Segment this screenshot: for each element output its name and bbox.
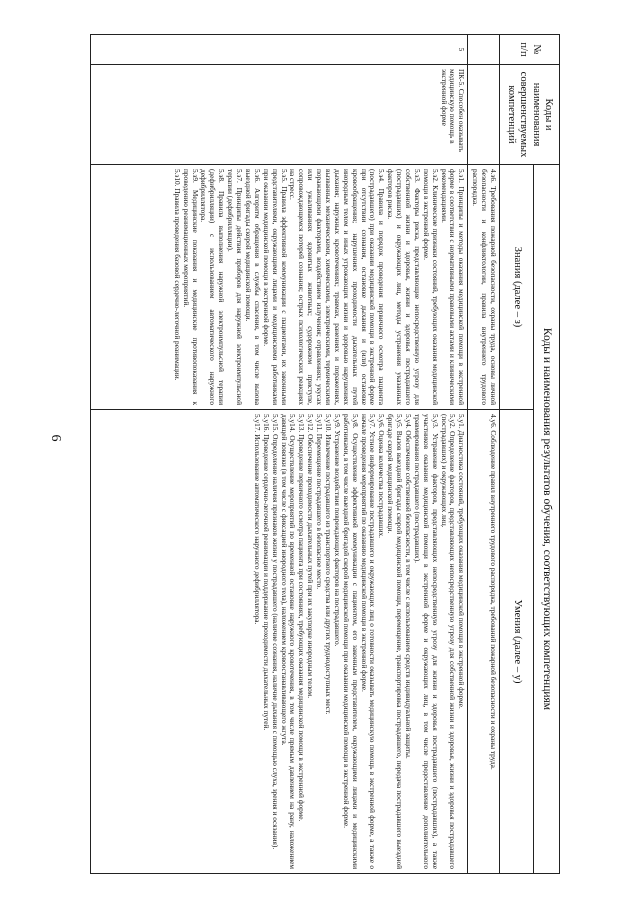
skills-cell: [91, 410, 468, 874]
skill-item: 5.у8. Осуществление эффективной коммуникации с пациентом, его законным представителем, окружающими лицами и медицинскими работниками, в том числе выездной бригадой скорой медицинской помощи при оказании медицинской помощи в экстренной форме.: [341, 414, 360, 869]
competence-name: ПК-5. Способен оказывать медицинскую помощь в экстренной форме: [91, 65, 468, 165]
knowledge-item: 5.з1. Принципы и методы оказания медицинской помощи в экстренной форме в соответствии с нормативными правовыми актами и клиническими рекомендациями.: [439, 169, 467, 405]
knowledge-item: 5.з7. Принципы действия приборов для наружной электроимпульсной терапии (дефибрилляции).: [226, 169, 245, 405]
knowledge-item: 5.з3. Факторы риска, представляющие непосредственную угрозу для собственной жизни и здоровья, жизни и здоровья пострадавшего (пострадавших) и окружающих лиц, методы устранения указанных факторов риска.: [386, 169, 422, 405]
skill-item: 4.у6. Соблюдение правил внутреннего трудового распорядка, требований пожарной безопасности и охраны труда.: [489, 414, 498, 770]
skill-item: 5.у17. Использование автоматического наружного дефибриллятора.: [252, 414, 262, 625]
header-skills: Умения (далее – у): [500, 410, 534, 874]
table-row-continued: [468, 35, 500, 874]
skill-item: 5.у7. Устное информирование пострадавшего и окружающих лиц о готовности оказывать медицинскую помощь в экстренной форме, а также о начале проведения мероприятий по оказанию медицинской помощи в экстренной форме.: [359, 414, 378, 869]
skills-cell: [468, 410, 500, 874]
table-row-5: [91, 35, 468, 874]
cell-empty: [468, 35, 500, 65]
skill-item: 5.у9. Устранение воздействия повреждающих факторов на пострадавшего.: [332, 414, 342, 647]
knowledge-item: 4.з6. Требования пожарной безопасности, охраны труда, основы личной безопасности и конфликтологии, правила внутреннего трудового распорядка.: [471, 169, 498, 405]
page-number: 6: [48, 434, 63, 442]
knowledge-item: 5.з5. Правила эффективной коммуникации с пациентами, их законными представителями, окружающими лицами и медицинскими работниками при оказании медицинской помощи в экстренной форме.: [261, 169, 289, 405]
skill-item: 5.у1. Диагностика состояний, требующих оказания медицинской помощи в экстренной форме.: [457, 414, 467, 709]
knowledge-item: 5.з8. Правила выполнения наружной электроимпульсной терапии (дефибрилляции) с использованием автоматического наружного дефибриллятора.: [199, 169, 227, 405]
skill-item: 5.у15. Определение наличия признаков жизни у пострадавшего (наличие сознания, наличие дыхания с помощью слуха, зрения и осязания).: [270, 414, 280, 850]
knowledge-item: 5.з6. Алгоритм обращения в службы спасения, в том числе вызова выездной бригады скорой медицинской помощи.: [243, 169, 262, 405]
knowledge-item: 5.з10. Правила проведения базовой сердечно-легочной реанимации.: [172, 169, 182, 381]
skill-item: 5.у11. Перемещение пострадавшего в безопасное место.: [315, 414, 325, 590]
competence-table: [90, 34, 560, 874]
skill-item: 5.у4. Обеспечение собственной безопасности, в том числе с использованием средств индивидуальной защиты.: [403, 414, 413, 759]
knowledge-cell: [468, 165, 500, 410]
header-knowledge: Знания (далее – з): [500, 165, 534, 410]
skill-item: 5.у14. Осуществление мероприятий по временной остановке наружного кровотечения, в том числе прямым давлением на рану, наложением давящей повязки (в том числе с фиксацией инородного тела), наложением кровоостанавливающего жгута.: [279, 414, 298, 869]
skill-item: 5.у13. Проведение первичного осмотра пациента при состояниях, требующих оказания медицинской помощи в экстренной форме.: [297, 414, 307, 822]
knowledge-item: 5.з9. Медицинские показания и медицинские противопоказания к проведению реанимационных мероприятий.: [181, 169, 200, 405]
skill-item: 5.у10. Извлечение пострадавшего из транспортного средства или других труднодоступных мест.: [323, 414, 333, 715]
knowledge-item: 5.з4. Правила и порядок проведения первичного осмотра пациента (пострадавшего) при оказании медицинской помощи в экстренной форме при отсутствии сознания, остановке дыхания и (или) остановке кровообращения; нарушениях проходимости дыхательных путей инородным телом и иных угрожающих жизни и здоровью нарушениях дыхания; наружных кровотечениях; травмах, ранениях и поражениях, вызванных механическими, химическими, электрическими, термическими поражающими факторами, воздействием излучения; отравлениях; укусах или ужаливаниях ядовитых животных; судорожном приступе, сопровождающемся потерей сознания; острых психологических реакциях на стресс.: [288, 169, 387, 405]
header-number: № п/п: [500, 35, 560, 65]
skill-item: 5.у2. Определение факторов, представляющих непосредственную угрозу для собственной жизни и здоровья, жизни и здоровья пострадавшего (пострадавших) и окружающих лиц.: [439, 414, 458, 869]
knowledge-cell: [91, 165, 468, 410]
header-competence-codes: Коды и наименования совершенствуемых компетенций: [500, 65, 560, 165]
cell-empty: [468, 65, 500, 165]
row-number: 5: [91, 35, 468, 65]
knowledge-item: 5.з2. Клинические признаки состояний, требующих оказания медицинской помощи в экстренной форме.: [421, 169, 440, 405]
competence-table-sheet: [90, 34, 560, 874]
skill-item: 5.у3. Устранение факторов, представляющих непосредственную угрозу для жизни и здоровья пострадавшего (пострадавших), а также участников оказания медицинской помощи в экстренной форме и окружающих лиц, в том числе предоставление дополнительного травмирования пострадавшего (пострадавших).: [412, 414, 440, 869]
skill-item: 5.у6. Оценка количества пострадавших.: [377, 414, 387, 538]
skill-item: 5.у12. Обеспечение проходимости дыхательных путей при их закупорке инородным телом.: [306, 414, 316, 699]
header-results-title: Коды и наименования результатов обучения, соответствующих компетенциям: [534, 165, 560, 874]
skill-item: 5.у16. Проведение сердечно-легочной реанимации и поддержание проходимости дыхательных путей.: [261, 414, 271, 731]
skill-item: 5.у5. Вызов выездной бригады скорой медицинской помощи, перемещение, транспортировка пострадавшего, передача пострадавшего выездной бригаде скорой медицинской помощи.: [386, 414, 405, 869]
